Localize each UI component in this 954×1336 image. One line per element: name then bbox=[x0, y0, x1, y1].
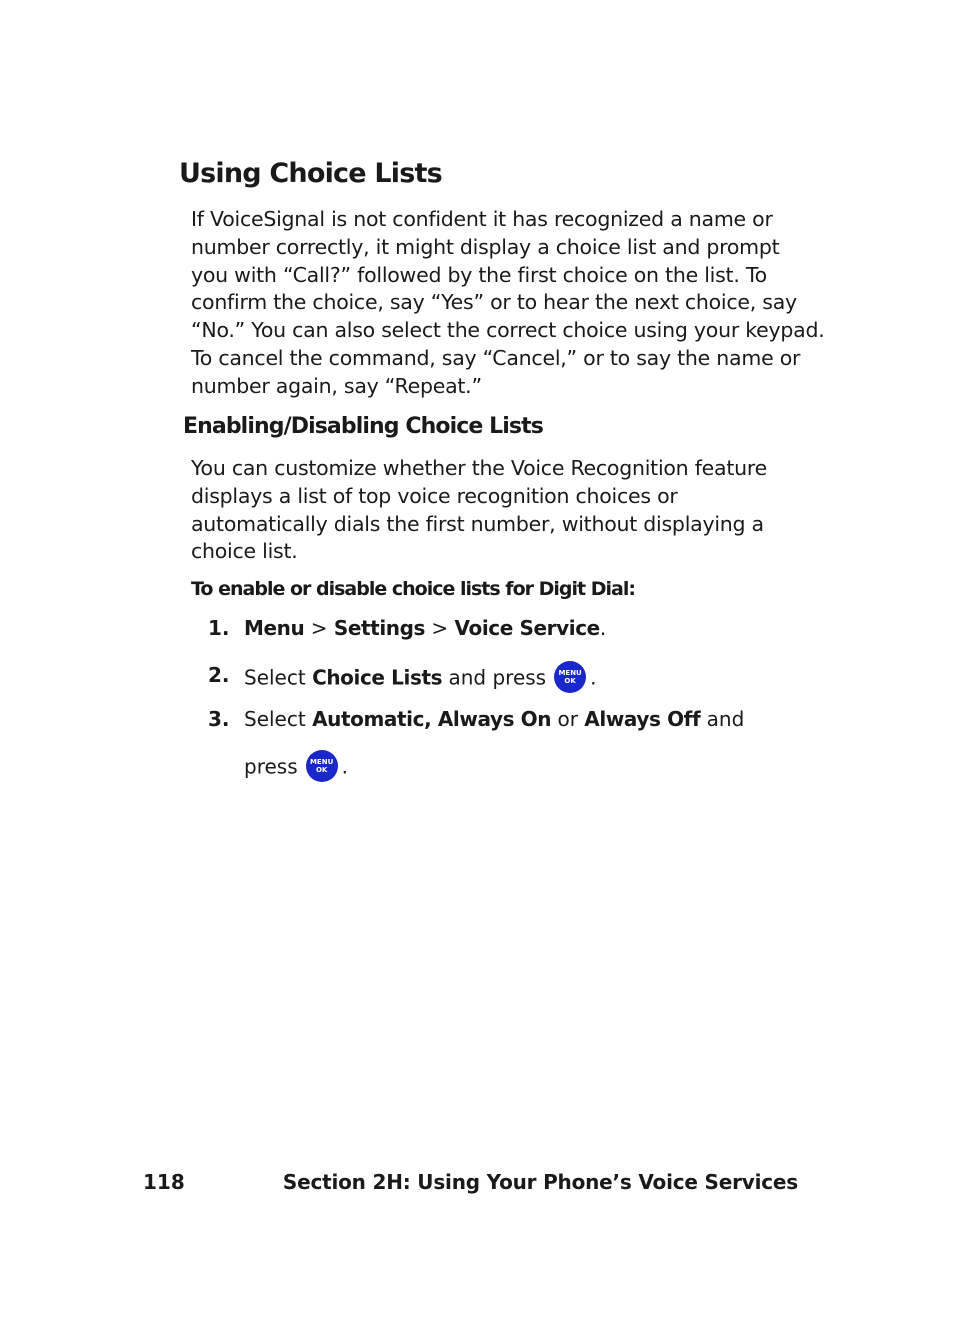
step-text-mid: and press bbox=[442, 665, 547, 690]
sub-line: displays a list of top voice recognition choices or bbox=[191, 483, 678, 508]
sub-line: You can customize whether the Voice Recognition feature bbox=[191, 456, 767, 480]
step-verb: press bbox=[244, 754, 298, 779]
procedure-lead: To enable or disable choice lists for Digit Dial: bbox=[191, 578, 635, 600]
step-verb: Select bbox=[244, 707, 313, 731]
key-label: MENU bbox=[309, 758, 334, 766]
period: . bbox=[590, 665, 597, 690]
step-number: 2. bbox=[208, 663, 230, 687]
settings-term: Settings bbox=[333, 616, 426, 640]
step-text bbox=[244, 663, 596, 695]
intro-line: To cancel the command, say “Cancel,” or to say the name or bbox=[191, 345, 801, 370]
page-heading: Using Choice Lists bbox=[179, 158, 442, 189]
separator: > bbox=[304, 616, 334, 640]
step-number: 3. bbox=[208, 707, 230, 731]
step-text bbox=[244, 707, 744, 731]
intro-line: number correctly, it might display a choice list and prompt bbox=[191, 234, 780, 259]
automatic-always-on-term: Automatic, Always On bbox=[312, 707, 552, 731]
choice-lists-term: Choice Lists bbox=[312, 665, 443, 690]
separator: > bbox=[425, 616, 455, 640]
period: . bbox=[341, 754, 348, 779]
key-label: OK bbox=[315, 766, 328, 774]
key-label: OK bbox=[564, 677, 576, 685]
step-3-continued bbox=[244, 752, 348, 784]
intro-line: number again, say “Repeat.” bbox=[191, 373, 482, 398]
sub-line: choice list. bbox=[191, 539, 298, 564]
menu-ok-key-icon bbox=[306, 750, 338, 782]
intro-line: If VoiceSignal is not confident it has recognized a name or bbox=[191, 207, 773, 231]
step-verb: Select bbox=[244, 665, 313, 690]
intro-paragraph bbox=[191, 206, 825, 401]
intro-line: confirm the choice, say “Yes” or to hear the next choice, say bbox=[191, 290, 797, 315]
intro-line: “No.” You can also select the correct choice using your keypad. bbox=[191, 318, 825, 343]
always-off-term: Always Off bbox=[584, 707, 701, 731]
step-number: 1. bbox=[208, 616, 230, 640]
section-title: Section 2H: Using Your Phone’s Voice Services bbox=[282, 1170, 798, 1194]
sub-paragraph bbox=[191, 455, 791, 566]
period: . bbox=[599, 616, 607, 640]
step-text bbox=[244, 616, 606, 640]
menu-ok-key-icon bbox=[554, 661, 586, 693]
step-text-or: or bbox=[551, 707, 585, 731]
sub-heading: Enabling/Disabling Choice Lists bbox=[183, 414, 543, 439]
page-number: 118 bbox=[143, 1170, 185, 1194]
step-text-post: and bbox=[700, 707, 745, 731]
voice-service-term: Voice Service bbox=[454, 616, 600, 640]
key-label: MENU bbox=[558, 669, 582, 677]
intro-line: you with “Call?” followed by the first choice on the list. To bbox=[191, 262, 767, 287]
sub-line: automatically dials the first number, without displaying a bbox=[191, 511, 764, 536]
menu-term: Menu bbox=[244, 616, 305, 640]
